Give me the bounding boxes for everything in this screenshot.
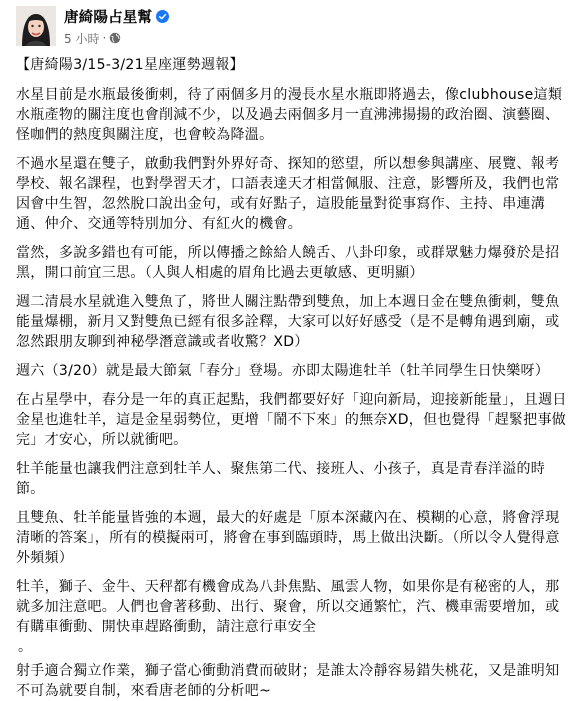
post-paragraph: 在占星學中，春分是一年的真正起點，我們都要好好「迎向新局，迎接新能量」，且週日金星也進牡羊，這是金星弱勢位，更增「鬧不下來」的無奈XD，但也覺得「趕緊把事做完」才安心，所以就衝吧。 <box>16 392 567 448</box>
post-time-row <box>64 30 169 47</box>
verified-badge-icon <box>156 10 169 23</box>
post-paragraph: 週二清晨水星就進入雙魚了，將世人關注點帶到雙魚，加上本週日金在雙魚衝刺，雙魚能量爆棚，新月又對雙魚已經有很多詮釋，大家可以好好感受（是不是轉角遇到廟，或忽然跟朋友聊到神秘學潛意識或者收驚？XD） <box>16 294 560 350</box>
post-paragraph: 不過水星還在雙子，啟動我們對外界好奇、探知的慾望，所以想參與講座、展覽、報考學校、報名課程，也對學習天才，口語表達天才相當佩服、注意，影響所及，我們也常因會中生智，忽然脫口說出金句，或有好點子，這股能量對從事寫作、主持、串連溝通、仲介、交通等特別加分、有紅火的機會。 <box>16 156 560 232</box>
post-paragraph: 水星目前是水瓶最後衝刺，待了兩個多月的漫長水星水瓶即將過去，像clubhouse這類水瓶產物的關注度也會削減不少，以及過去兩個多月一直沸沸揚揚的政治圈、演藝圈、怪咖們的熱度與關注度，也會較為降溫。 <box>16 87 563 143</box>
author-row <box>64 6 169 27</box>
post-timestamp[interactable]: 5 小時 <box>64 31 100 46</box>
author-name[interactable]: 唐綺陽占星幫 <box>64 9 153 26</box>
post-paragraph: 牡羊，獅子、金牛、天秤都有機會成為八卦焦點、風雲人物，如果你是有秘密的人，那就多加注意吧。人們也會著移動、出行、聚會，所以交通繁忙，汽、機車需要增加，或有購車衝動、開快車趕路衝動，請注意行車安全 <box>16 579 560 635</box>
post-title: 【唐綺陽3/15-3/21星座運勢週報】 <box>16 57 244 73</box>
globe-icon[interactable] <box>109 32 121 44</box>
avatar-portrait-icon <box>16 6 56 46</box>
post-paragraph: 週六（3/20）就是最大節氣「春分」登場。亦即太陽進牡羊（牡羊同學生日快樂呀） <box>16 363 550 379</box>
post-paragraph: 牡羊能量也讓我們注意到牡羊人、聚焦第二代、接班人、小孩子，真是青春洋溢的時節。 <box>16 461 546 497</box>
post-paragraph: 。 <box>18 639 33 655</box>
meta-separator: · <box>102 31 107 45</box>
post-meta <box>64 6 169 47</box>
post-paragraph: 且雙魚、牡羊能量皆強的本週，最大的好處是「原本深藏內在、模糊的心意，將會浮現清晰的答案」，所有的模擬兩可，將會在事到臨頭時，馬上做出決斷。（所以令人覺得意外頻頻） <box>16 510 560 566</box>
post-paragraph: 射手適合獨立作業，獅子當心衝動消費而破財；是誰太冷靜容易錯失桃花，又是誰明知不可為就要自制，來看唐老師的分析吧~ <box>16 663 560 699</box>
post-body <box>16 55 568 701</box>
author-avatar[interactable] <box>16 6 56 46</box>
post-header <box>16 6 568 46</box>
post-paragraph: 當然，多說多錯也有可能，所以傳播之餘給人饒舌、八卦印象，或群眾魅力爆發於是招黑，開口前宜三思。（人與人相處的眉角比過去更敏感、更明顯） <box>16 245 560 281</box>
